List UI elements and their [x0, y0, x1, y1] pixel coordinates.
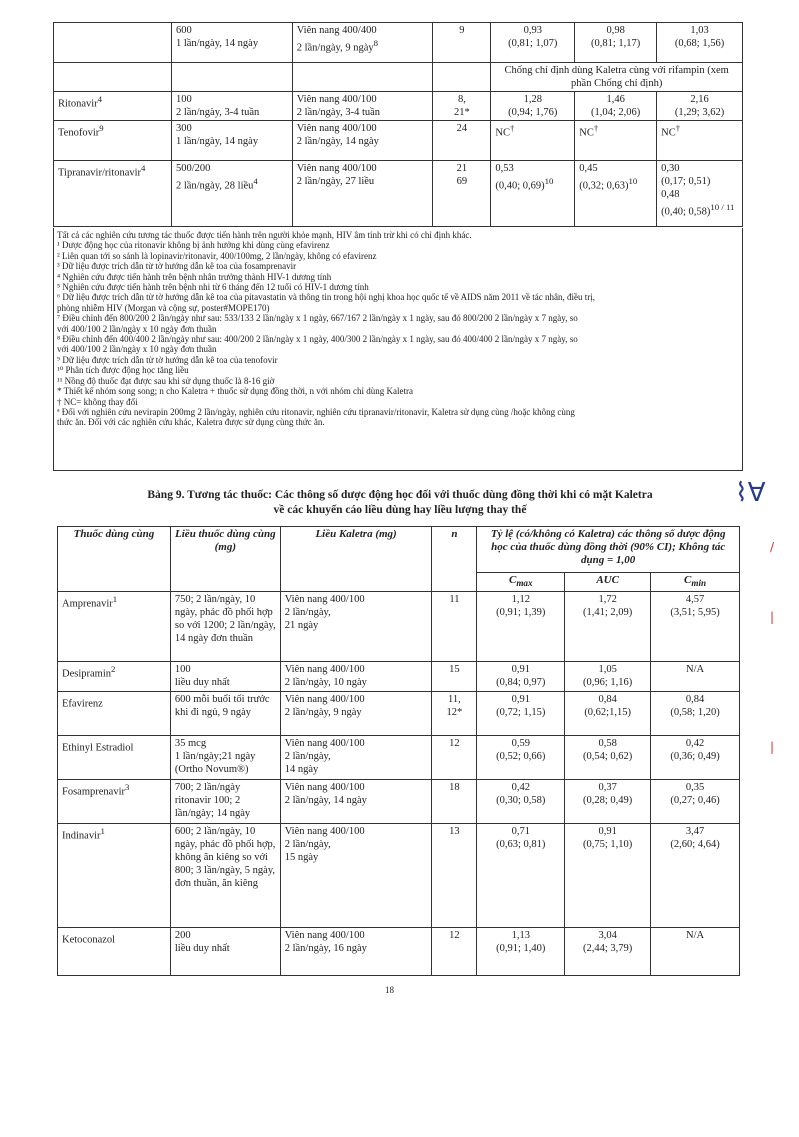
- table-row: [58, 928, 740, 976]
- drug-cell: Desipramin$^2$: [58, 662, 171, 692]
- auc-cell: 0,84 (0,62;1,15): [565, 692, 651, 736]
- footnote: ⁹ Dữ liệu được trích dẫn từ tờ hướng dẫn kê toa của tenofovir: [57, 354, 278, 365]
- drug-cell: Fosamprenavir$^3$: [58, 780, 171, 824]
- dose-cell: 200 liều duy nhất: [170, 928, 280, 976]
- auc-cell: NC†: [575, 121, 657, 161]
- drug-cell: Ketoconazol: [58, 928, 171, 976]
- n-cell: 18: [432, 780, 477, 824]
- dose-cell: 35 mcg 1 lần/ngày;21 ngày (Ortho Novum®): [170, 736, 280, 780]
- interaction-table-9: [57, 526, 740, 976]
- cmin-cell: N/A: [651, 662, 740, 692]
- cmax-cell: 0,71 (0,63; 0,81): [477, 824, 565, 928]
- rifampin-note: Chống chỉ định dùng Kaletra cùng với rifampin (xem phần Chống chỉ định): [491, 63, 743, 92]
- footnote: ¹⁰ Phân tích được động học tăng liều: [57, 365, 189, 376]
- auc-cell: 0,98 (0,81; 1,17): [575, 23, 657, 63]
- n-cell: 21 69: [433, 161, 491, 227]
- n-cell: 9: [433, 23, 491, 63]
- n-cell: 12: [432, 928, 477, 976]
- footnote: với 400/100 2 lần/ngày x 10 ngày đơn thuần: [57, 344, 217, 355]
- drug-cell: [54, 23, 172, 63]
- dose-cell: 600; 2 lần/ngày, 10 ngày, phác đồ phối hợp, không ăn kiêng so với 800; 3 lần/ngày, 5 ngày, đơn thuần, ăn kiêng: [170, 824, 280, 928]
- cmax-cell: 0,59 (0,52; 0,66): [477, 736, 565, 780]
- footnote: ³ Dữ liệu được trích dẫn từ tờ hướng dẫn kê toa của fosamprenavir: [57, 261, 297, 272]
- footnote: ª Đối với nghiên cứu nevirapin 200mg 2 lần/ngày, nghiên cứu ritonavir, nghiên cứu tipranavir/ritonavir, Kaletra sử dụng cùng /hoặc không cùng: [57, 406, 575, 417]
- dose-cell: 700; 2 lần/ngày ritonavir 100; 2 lần/ngày; 14 ngày: [170, 780, 280, 824]
- header-cmax: $C_{max}$: [477, 573, 565, 592]
- kaletra-cell: Viên nang 400/100 2 lần/ngày, 14 ngày: [292, 121, 433, 161]
- header-ratio: Tỷ lệ (có/không có Kaletra) các thông số dược động học của thuốc dùng đồng thời (90% CI); Không tác dụng = 1,00: [477, 527, 740, 573]
- n-cell: 15: [432, 662, 477, 692]
- cmin-cell: 0,42 (0,36; 0,49): [651, 736, 740, 780]
- table-row: [58, 692, 740, 736]
- cmin-cell: 3,47 (2,60; 4,64): [651, 824, 740, 928]
- drug-cell: Efavirenz: [58, 692, 171, 736]
- n-cell: 11, 12*: [432, 692, 477, 736]
- table-row: [58, 780, 740, 824]
- footnote: với 400/100 2 lần/ngày x 10 ngày đơn thuần: [57, 323, 217, 334]
- kaletra-cell: Viên nang 400/100 2 lần/ngày, 15 ngày: [280, 824, 432, 928]
- drug-cell: Ritonavir$^4$: [54, 92, 172, 121]
- n-cell: 12: [432, 736, 477, 780]
- kaletra-cell: Viên nang 400/100 2 lần/ngày, 27 liều: [292, 161, 433, 227]
- margin-mark: /: [770, 540, 775, 554]
- header-dose: Liều thuốc dùng cùng (mg): [170, 527, 280, 592]
- kaletra-cell: Viên nang 400/100 2 lần/ngày, 3-4 tuần: [292, 92, 433, 121]
- n-cell: 13: [432, 824, 477, 928]
- header-drug: Thuốc dùng cùng: [58, 527, 171, 592]
- dose-cell: 100 2 lần/ngày, 3-4 tuần: [171, 92, 292, 121]
- cmax-cell: 0,42 (0,30; 0,58): [477, 780, 565, 824]
- cmax-cell: 0,93 (0,81; 1,07): [491, 23, 575, 63]
- cmin-cell: 0,30 (0,17; 0,51) 0,48 (0,40; 0,58)$^{10 / 11}$: [657, 161, 743, 227]
- auc-cell: 1,72 (1,41; 2,09): [565, 592, 651, 662]
- footnote: † NC= không thay đổi: [57, 396, 138, 407]
- auc-cell: 0,58 (0,54; 0,62): [565, 736, 651, 780]
- cmax-cell: 1,12 (0,91; 1,39): [477, 592, 565, 662]
- auc-cell: 1,05 (0,96; 1,16): [565, 662, 651, 692]
- signature-mark: ⌇∀: [735, 478, 766, 508]
- dose-cell: 750; 2 lần/ngày, 10 ngày, phác đồ phối hợp so với 1200; 2 lần/ngày, 14 ngày đơn thuần: [170, 592, 280, 662]
- page-number: 18: [385, 985, 394, 995]
- cmin-cell: 1,03 (0,68; 1,56): [657, 23, 743, 63]
- drug-cell: Ethinyl Estradiol: [58, 736, 171, 780]
- cmax-cell: NC†: [491, 121, 575, 161]
- table-row: [58, 736, 740, 780]
- auc-cell: 1,46 (1,04; 2,06): [575, 92, 657, 121]
- dose-cell: 100 liều duy nhất: [170, 662, 280, 692]
- header-kaletra: Liều Kaletra (mg): [280, 527, 432, 592]
- cmin-cell: 4,57 (3,51; 5,95): [651, 592, 740, 662]
- drug-cell: Indinavir$^1$: [58, 824, 171, 928]
- footnote: ¹ Dược động học của ritonavir không bị ảnh hưởng khi dùng cùng efavirenz: [57, 240, 330, 251]
- table-row: [58, 824, 740, 928]
- kaletra-cell: Viên nang 400/100 2 lần/ngày, 14 ngày: [280, 736, 432, 780]
- auc-cell: 3,04 (2,44; 3,79): [565, 928, 651, 976]
- kaletra-cell: Viên nang 400/100 2 lần/ngày, 16 ngày: [280, 928, 432, 976]
- auc-cell: 0,45 (0,32; 0,63)$^{10}$: [575, 161, 657, 227]
- footnote: * Thiết kế nhóm song song; n cho Kaletra + thuốc sử dụng đồng thời, n với nhóm chỉ dùng Kaletra: [57, 386, 414, 397]
- footnote: ⁸ Điều chỉnh đến 400/400 2 lần/ngày như sau: 400/200 2 lần/ngày x 1 ngày, 400/300 2 lần/ngày x 1 ngày, sau đó 400/400 2 lần/ngày x 7 ngày, so: [57, 334, 578, 345]
- cmax-cell: 0,91 (0,72; 1,15): [477, 692, 565, 736]
- margin-mark: |: [770, 610, 775, 624]
- dose-cell: 300 1 lần/ngày, 14 ngày: [171, 121, 292, 161]
- table-row: [54, 161, 743, 227]
- drug-cell: Tipranavir/ritonavir$^4$: [54, 161, 172, 227]
- table-row: [54, 63, 743, 92]
- n-cell: 11: [432, 592, 477, 662]
- table-row: [58, 592, 740, 662]
- footnote: ² Liên quan tới so sánh là lopinavir/ritonavir, 400/100mg, 2 lần/ngày, không có efavirenz: [57, 250, 377, 261]
- table-title: Bảng 9. Tương tác thuốc: Các thông số dược động học đối với thuốc dùng đồng thời khi có mặt Kaletra về các khuyến cáo liều dùng hay liều lượng thay thế: [147, 489, 653, 516]
- footnote: ⁶ Dữ liệu được trích dẫn từ tờ hướng dẫn kê toa của pitavastatin và thông tin trong hội nghị khoa học quốc tế về AIDS năm 2011 về tác nhân, điều trị,: [57, 292, 595, 303]
- margin-mark: |: [770, 740, 775, 754]
- table-header-row: [58, 527, 740, 573]
- auc-cell: 0,91 (0,75; 1,10): [565, 824, 651, 928]
- kaletra-cell: Viên nang 400/100 2 lần/ngày, 9 ngày: [280, 692, 432, 736]
- header-n: n: [432, 527, 477, 592]
- cmin-cell: 0,35 (0,27; 0,46): [651, 780, 740, 824]
- footnote: Tất cả các nghiên cứu tương tác thuốc được tiến hành trên người khỏe mạnh, HIV âm tính trừ khi có chỉ định khác.: [57, 230, 472, 240]
- cmin-cell: N/A: [651, 928, 740, 976]
- table-row: [54, 92, 743, 121]
- cmin-cell: 2,16 (1,29; 3,62): [657, 92, 743, 121]
- footnote: ⁷ Điều chỉnh đến 800/200 2 lần/ngày như sau: 533/133 2 lần/ngày x 1 ngày, 667/167 2 lần/ngày x 1 ngày, sau đó 800/200 2 lần/ngày x 7 ngày, so: [57, 313, 578, 324]
- header-cmin: $C_{min}$: [651, 573, 740, 592]
- footnote: phòng nhiễm HIV (Morgan và cộng sự, poster#MOPE170): [57, 302, 270, 313]
- cmax-cell: 1,28 (0,94; 1,76): [491, 92, 575, 121]
- cmax-cell: 0,91 (0,84; 0,97): [477, 662, 565, 692]
- kaletra-cell: Viên nang 400/400 2 lần/ngày, 9 ngày$^8$: [292, 23, 433, 63]
- footnote: ¹¹ Nồng độ thuốc đạt được sau khi sử dụng thuốc là 8-16 giờ: [57, 375, 275, 386]
- n-cell: 24: [433, 121, 491, 161]
- footnote: ⁵ Nghiên cứu được tiến hành trên bệnh nhi từ 6 tháng đến 12 tuổi có HIV-1 dương tính: [57, 282, 369, 293]
- table-row: [54, 121, 743, 161]
- n-cell: 8, 21*: [433, 92, 491, 121]
- kaletra-cell: Viên nang 400/100 2 lần/ngày, 10 ngày: [280, 662, 432, 692]
- kaletra-cell: Viên nang 400/100 2 lần/ngày, 14 ngày: [280, 780, 432, 824]
- dose-cell: 500/200 2 lần/ngày, 28 liều$^4$: [171, 161, 292, 227]
- table-row: [54, 23, 743, 63]
- dose-cell: 600 1 lần/ngày, 14 ngày: [171, 23, 292, 63]
- cmin-cell: 0,84 (0,58; 1,20): [651, 692, 740, 736]
- kaletra-cell: Viên nang 400/100 2 lần/ngày, 21 ngày: [280, 592, 432, 662]
- cmin-cell: NC†: [657, 121, 743, 161]
- dose-cell: 600 mỗi buổi tối trước khi đi ngủ, 9 ngày: [170, 692, 280, 736]
- table-row: [58, 662, 740, 692]
- drug-cell: Tenofovir$^9$: [54, 121, 172, 161]
- footnote: thức ăn. Đối với các nghiên cứu khác, Kaletra được sử dụng cùng thức ăn.: [57, 417, 325, 428]
- footnote: ⁴ Nghiên cứu được tiến hành trên bệnh nhân trưởng thành HIV-1 dương tính: [57, 271, 332, 282]
- cmax-cell: 0,53 (0,40; 0,69)$^{10}$: [491, 161, 575, 227]
- cmax-cell: 1,13 (0,91; 1,40): [477, 928, 565, 976]
- interaction-table-continued: [53, 22, 743, 227]
- auc-cell: 0,37 (0,28; 0,49): [565, 780, 651, 824]
- drug-cell: Amprenavir$^1$: [58, 592, 171, 662]
- footnotes: [53, 228, 743, 471]
- header-auc: AUC: [565, 573, 651, 592]
